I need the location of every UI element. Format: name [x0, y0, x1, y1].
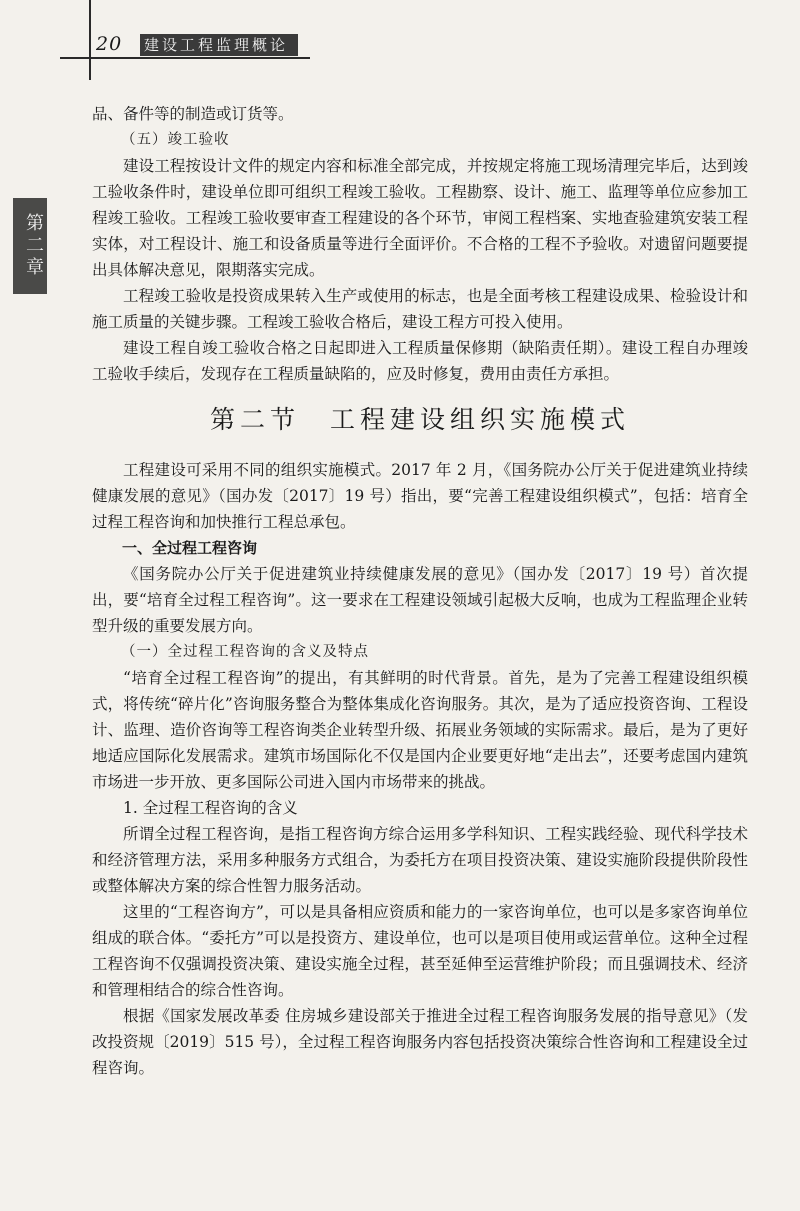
paragraph: 工程建设可采用不同的组织实施模式。2017 年 2 月，《国务院办公厅关于促进建筑业持续健康发展的意见》（国办发〔2017〕19 号）指出，要“完善工程建设组织模式”，包括：培育全过程工程咨询和加快推行工程总承包。 — [92, 461, 748, 531]
running-title: 建设工程监理概论 — [140, 34, 298, 56]
section-title: 第二节 工程建设组织实施模式 — [209, 405, 630, 434]
paragraph: 品、备件等的制造或订货等。 — [92, 105, 294, 123]
paragraph: 这里的“工程咨询方”，可以是具备相应资质和能力的一家咨询单位，也可以是多家咨询单位组成的联合体。“委托方”可以是投资方、建设单位，也可以是项目使用或运营单位。这种全过程工程咨询不仅强调投资决策、建设实施全过程，甚至延伸至运营维护阶段；而且强调技术、经济和管理相结合的综合性咨询。 — [92, 903, 748, 999]
paragraph: 建设工程按设计文件的规定内容和标准全部完成，并按规定将施工现场清理完毕后，达到竣工验收条件时，建设单位即可组织工程竣工验收。工程勘察、设计、施工、监理等单位应参加工程竣工验收。工程竣工验收要审查工程建设的各个环节，审阅工程档案、实地查验建筑安装工程实体，对工程设计、施工和设备质量等进行全面评价。不合格的工程不予验收。对遗留问题要提出具体解决意见，限期落实完成。 — [92, 157, 748, 279]
numbered-heading: 1. 全过程工程咨询的含义 — [123, 799, 298, 817]
section-heading: 一、全过程工程咨询 — [122, 539, 258, 557]
subsection-heading: （五）竣工验收 — [121, 132, 230, 148]
header-horizontal-rule — [60, 57, 310, 59]
paragraph: 所谓全过程工程咨询，是指工程咨询方综合运用多学科知识、工程实践经验、现代科学技术和经济管理方法，采用多种服务方式组合，为委托方在项目投资决策、建设实施阶段提供阶段性或整体解决方案的综合性智力服务活动。 — [92, 825, 748, 895]
subsection-heading: （一）全过程工程咨询的含义及特点 — [121, 644, 369, 660]
paragraph: 工程竣工验收是投资成果转入生产或使用的标志，也是全面考核工程建设成果、检验设计和施工质量的关键步骤。工程竣工验收合格后，建设工程方可投入使用。 — [92, 287, 748, 331]
paragraph: “培育全过程工程咨询”的提出，有其鲜明的时代背景。首先，是为了完善工程建设组织模式，将传统“碎片化”咨询服务整合为整体集成化咨询服务。其次，是为了适应投资咨询、工程设计、监理、造价咨询等工程咨询类企业转型升级、拓展业务领域的实际需求。最后，是为了更好地适应国际化发展需求。建筑市场国际化不仅是国内企业要更好地“走出去”，还要考虑国内建筑市场进一步开放、更多国际公司进入国内市场带来的挑战。 — [92, 669, 748, 791]
paragraph: 根据《国家发展改革委 住房城乡建设部关于推进全过程工程咨询服务发展的指导意见》（发改投资规〔2019〕515 号），全过程工程咨询服务内容包括投资决策综合性咨询和工程建设全过程咨询。 — [92, 1007, 748, 1077]
page-number: 20 — [96, 33, 123, 55]
paragraph: 建设工程自竣工验收合格之日起即进入工程质量保修期（缺陷责任期）。建设工程自办理竣工验收手续后，发现存在工程质量缺陷的，应及时修复，费用由责任方承担。 — [92, 339, 748, 383]
paragraph: 《国务院办公厅关于促进建筑业持续健康发展的意见》（国办发〔2017〕19 号）首次提出，要“培育全过程工程咨询”。这一要求在工程建设领域引起极大反响，也成为工程监理企业转型升级的重要发展方向。 — [92, 565, 748, 635]
header-vertical-rule — [89, 0, 91, 80]
chapter-tab: 第二章 — [13, 198, 47, 294]
body-text — [92, 101, 748, 1081]
